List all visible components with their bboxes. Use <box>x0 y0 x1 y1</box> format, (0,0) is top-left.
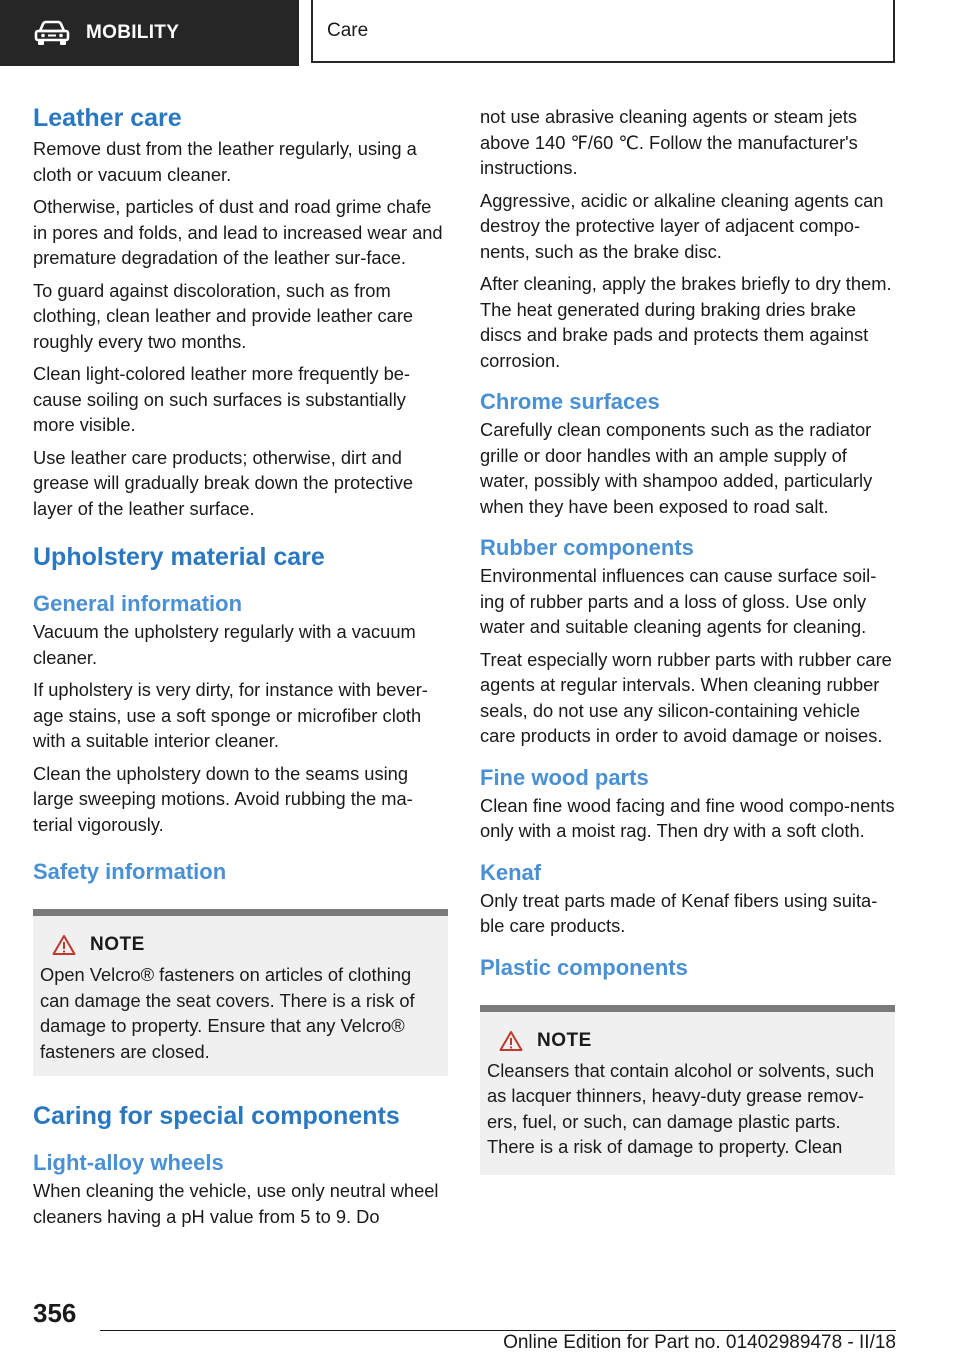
car-icon <box>34 20 70 46</box>
section-tab-mobility <box>0 0 299 66</box>
warning-icon <box>52 934 76 956</box>
paragraph: Carefully clean components such as the radiator grille or door handles with an ample supply of water, possibly with shampoo added, particularly when they have been exposed to road salt. <box>480 419 873 517</box>
note-box <box>33 909 448 1076</box>
heading-rubber-components: Rubber components <box>480 535 694 560</box>
page-footer <box>0 1290 960 1362</box>
heading-light-alloy-wheels: Light-alloy wheels <box>33 1150 224 1175</box>
paragraph: Environmental influences can cause surface soil-ing of rubber parts and a loss of gloss. Use only water and suitable cleaning agents for cleaning. <box>480 565 877 637</box>
heading-chrome-surfaces: Chrome surfaces <box>480 389 660 414</box>
note-text: Open Velcro® fasteners on articles of clothing can damage the seat covers. There is a risk of damage to property. Ensure that any Velcro® fasteners are closed. <box>40 964 415 1062</box>
heading-leather-care: Leather care <box>33 104 182 132</box>
section-label: MOBILITY <box>86 22 180 43</box>
paragraph: Use leather care products; otherwise, dirt and grease will gradually break down the protective layer of the leather surface. <box>33 446 414 519</box>
heading-upholstery-material-care: Upholstery material care <box>33 543 325 571</box>
paragraph: Clean fine wood facing and fine wood compo-nents only with a moist rag. Then dry with a soft cloth. <box>480 794 895 841</box>
paragraph: Clean light-colored leather more frequently be-cause soiling on such surfaces is substantially more visible. <box>33 363 410 435</box>
paragraph: Remove dust from the leather regularly, using a cloth or vacuum cleaner. <box>33 138 417 185</box>
note-box <box>480 1005 895 1175</box>
heading-kenaf: Kenaf <box>480 859 542 885</box>
footer-divider <box>100 1330 896 1331</box>
paragraph: Otherwise, particles of dust and road grime chafe in pores and folds, and lead to increased wear and premature degradation of the leather sur-face. <box>33 196 443 268</box>
paragraph: not use abrasive cleaning agents or steam jets above 140 ℉/60 ℃. Follow the manufacturer's instructions. <box>480 106 858 178</box>
paragraph: Only treat parts made of Kenaf fibers using suita-ble care products. <box>480 889 878 936</box>
heading-safety-information: Safety information <box>33 859 227 884</box>
paragraph: Aggressive, acidic or alkaline cleaning agents can destroy the protective layer of adjacent compo-nents, such as the brake disc. <box>480 189 884 262</box>
heading-general-information: General information <box>33 591 243 616</box>
page-header <box>0 0 960 66</box>
note-label: NOTE <box>537 1029 592 1051</box>
heading-caring-for-special-components: Caring for special components <box>33 1102 400 1130</box>
paragraph: When cleaning the vehicle, use only neutral wheel cleaners having a pH value from 5 to 9. Do <box>33 1180 439 1227</box>
paragraph: After cleaning, apply the brakes briefly to dry them. The heat generated during braking dries brake discs and brake pads and protects them against corrosion. <box>480 273 892 371</box>
chapter-tab-care <box>311 0 895 63</box>
note-header <box>487 1030 887 1052</box>
note-label: NOTE <box>90 934 145 955</box>
warning-icon <box>499 1030 523 1052</box>
chapter-label: Care <box>327 19 369 41</box>
note-text: Cleansers that contain alcohol or solvents, such as lacquer thinners, heavy-duty grease remov-ers, fuel, or such, can damage plastic parts. There is a risk of damage to property. Clean <box>487 1059 875 1157</box>
paragraph: Vacuum the upholstery regularly with a vacuum cleaner. <box>33 621 416 668</box>
paragraph: Clean the upholstery down to the seams using large sweeping motions. Avoid rubbing the ma-terial vigorously. <box>33 762 413 835</box>
page-number: 356 <box>33 1298 77 1328</box>
right-column <box>480 100 895 1175</box>
heading-plastic-components: Plastic components <box>480 954 688 980</box>
paragraph: If upholstery is very dirty, for instance with bever-age stains, use a soft sponge or microfiber cloth with a suitable interior cleaner. <box>33 679 428 751</box>
paragraph: To guard against discoloration, such as from clothing, clean leather and provide leather care roughly every two months. <box>33 279 414 352</box>
left-column <box>33 100 448 1236</box>
edition-label: Online Edition for Part no. 01402989478 - II/18 <box>503 1332 896 1353</box>
paragraph: Treat especially worn rubber parts with rubber care agents at regular intervals. When cleaning rubber seals, do not use any silicon-containing vehicle care products in order to avoid damage or noises. <box>480 648 892 746</box>
note-header <box>40 934 440 956</box>
heading-fine-wood-parts: Fine wood parts <box>480 764 649 790</box>
